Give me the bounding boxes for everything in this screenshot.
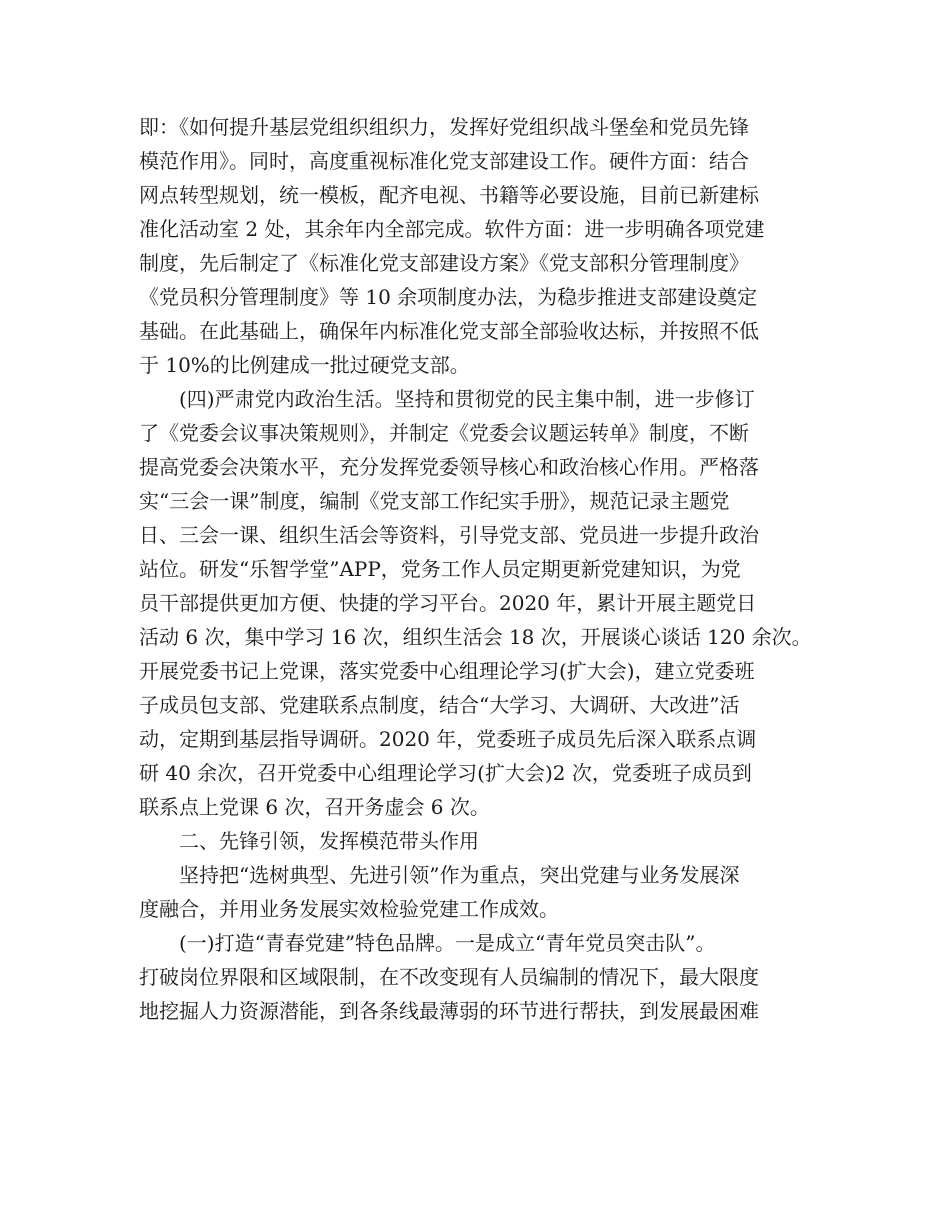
text-line: 制度，先后制定了《标准化党支部建设方案》《党支部积分管理制度》 — [139, 251, 749, 275]
text-line: 网点转型规划，统一模板，配齐电视、书籍等必要设施，目前已新建标 — [139, 183, 759, 207]
section-heading: 二、先锋引领，发挥模范带头作用 — [179, 829, 479, 853]
text-line: 开展党委书记上党课，落实党委中心组理论学习(扩大会)，建立党委班 — [139, 659, 755, 683]
text-line: 站位。研发“乐智学堂”APP，党务工作人员定期更新党建知识，为党 — [139, 557, 741, 581]
text-line: 子成员包支部、党建联系点制度，结合“大学习、大调研、大改进”活 — [139, 693, 740, 717]
text-line: 基础。在此基础上，确保年内标准化党支部全部验收达标，并按照不低 — [139, 319, 759, 343]
text-line: 模范作用》。同时，高度重视标准化党支部建设工作。硬件方面：结合 — [139, 149, 749, 173]
text-line: 实“三会一课”制度，编制《党支部工作纪实手册》，规范记录主题党 — [139, 489, 730, 513]
text-line: 《党员积分管理制度》等 10 余项制度办法，为稳步推进支部建设奠定 — [139, 285, 758, 309]
text-line: 动，定期到基层指导调研。2020 年，党委班子成员先后深入联系点调 — [139, 727, 757, 751]
text-line: 日、三会一课、组织生活会等资料，引导党支部、党员进一步提升政治 — [139, 523, 759, 547]
text-line: 即：《如何提升基层党组织组织力，发挥好党组织战斗堡垒和党员先锋 — [139, 115, 749, 139]
text-line: 研 40 余次，召开党委中心组理论学习(扩大会)2 次，党委班子成员到 — [139, 761, 752, 785]
text-line: 活动 6 次，集中学习 16 次，组织生活会 18 次，开展谈心谈话 120 余次。 — [139, 625, 812, 649]
text-line: 地挖掘人力资源潜能，到各条线最薄弱的环节进行帮扶，到发展最困难 — [139, 999, 759, 1023]
text-line: 打破岗位界限和区域限制，在不改变现有人员编制的情况下，最大限度 — [139, 965, 759, 989]
document-body — [139, 110, 829, 1028]
paragraph-heading-1: (一)打造“青春党建”特色品牌。一是成立“青年党员突击队”。 — [179, 931, 716, 955]
text-line: 提高党委会决策水平，充分发挥党委领导核心和政治核心作用。严格落 — [139, 455, 759, 479]
text-line: 员干部提供更加方便、快捷的学习平台。2020 年，累计开展主题党日 — [139, 591, 757, 615]
text-line: 坚持把“选树典型、先进引领”作为重点，突出党建与业务发展深 — [179, 863, 740, 887]
text-line: 度融合，并用业务发展实效检验党建工作成效。 — [139, 897, 559, 921]
paragraph-heading-4: (四)严肃党内政治生活。坚持和贯彻党的民主集中制，进一步修订 — [179, 387, 755, 411]
text-line: 准化活动室 2 处，其余年内全部完成。软件方面：进一步明确各项党建 — [139, 217, 765, 241]
text-line: 联系点上党课 6 次，召开务虚会 6 次。 — [139, 795, 490, 819]
text-line: 于 10%的比例建成一批过硬党支部。 — [139, 353, 470, 377]
text-line: 了《党委会议事决策规则》，并制定《党委会议题运转单》制度，不断 — [139, 421, 749, 445]
